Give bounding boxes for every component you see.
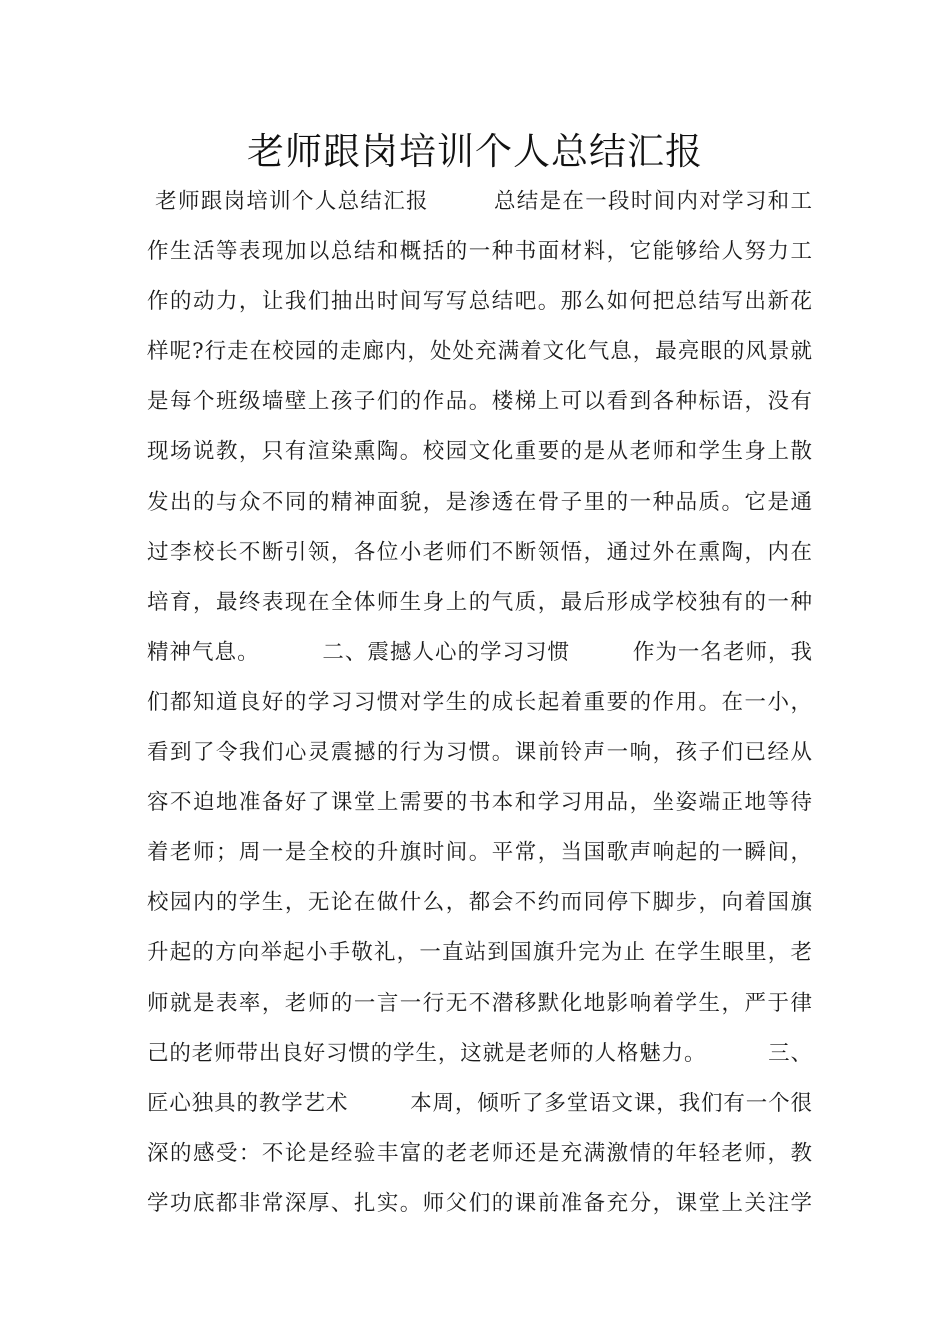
paragraph-line: 看到了令我们心灵震撼的行为习惯。课前铃声一响，孩子们已经从 (147, 740, 812, 766)
paragraph-line: 升起的方向举起小手敬礼，一直站到国旗升完为止 在学生眼里，老 (147, 940, 812, 966)
paragraph-line: 培育，最终表现在全体师生身上的气质，最后形成学校独有的一种 (147, 589, 812, 615)
paragraph-line: 校园内的学生，无论在做什么，都会不约而同停下脚步，向着国旗 (147, 890, 812, 916)
document-title: 老师跟岗培训个人总结汇报 (247, 130, 703, 173)
paragraph-line: 样呢?行走在校园的走廊内，处处充满着文化气息，最亮眼的风景就 (147, 339, 812, 365)
paragraph-line: 作的动力，让我们抽出时间写写总结吧。那么如何把总结写出新花 (147, 289, 812, 315)
paragraph-line: 己的老师带出良好习惯的学生，这就是老师的人格魅力。 三、 (147, 1040, 812, 1066)
paragraph-line: 作生活等表现加以总结和概括的一种书面材料，它能够给人努力工 (147, 239, 812, 265)
paragraph-line: 精神气息。 二、震撼人心的学习习惯 作为一名老师，我 (147, 639, 812, 665)
document-body (147, 177, 812, 1229)
paragraph-line: 着老师；周一是全校的升旗时间。平常，当国歌声响起的一瞬间， (147, 840, 812, 866)
paragraph-line: 容不迫地准备好了课堂上需要的书本和学习用品，坐姿端正地等待 (147, 790, 812, 816)
paragraph-line: 学功底都非常深厚、扎实。师父们的课前准备充分，课堂上关注学 (147, 1190, 812, 1216)
paragraph-line: 师就是表率，老师的一言一行无不潜移默化地影响着学生，严于律 (147, 990, 812, 1016)
paragraph-line: 们都知道良好的学习习惯对学生的成长起着重要的作用。在一小， (147, 689, 812, 715)
paragraph-line: 过李校长不断引领，各位小老师们不断领悟，通过外在熏陶，内在 (147, 539, 812, 565)
paragraph-line: 深的感受：不论是经验丰富的老老师还是充满激情的年轻老师，教 (147, 1140, 812, 1166)
paragraph-line: 是每个班级墙壁上孩子们的作品。楼梯上可以看到各种标语，没有 (147, 389, 812, 415)
paragraph-line: 现场说教，只有渲染熏陶。校园文化重要的是从老师和学生身上散 (147, 439, 812, 465)
paragraph-line: 发出的与众不同的精神面貌，是渗透在骨子里的一种品质。它是通 (147, 489, 812, 515)
paragraph-line: 老师跟岗培训个人总结汇报 总结是在一段时间内对学习和工 (147, 189, 812, 214)
paragraph-line: 匠心独具的教学艺术 本周，倾听了多堂语文课，我们有一个很 (147, 1090, 812, 1116)
